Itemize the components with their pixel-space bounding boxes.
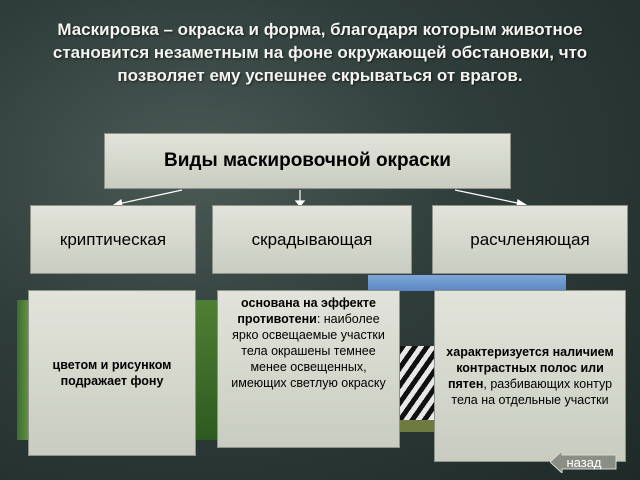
grass-photo bbox=[400, 420, 434, 432]
type-label-cryptic: криптическая bbox=[59, 229, 167, 249]
description-concealing-bold: основана на эффекте противотени bbox=[237, 296, 376, 326]
type-label-concealing: скрадывающая bbox=[251, 229, 373, 249]
camouflage-photo-middle bbox=[196, 300, 217, 440]
description-concealing-colon: : bbox=[316, 312, 321, 326]
description-cryptic bbox=[28, 290, 196, 456]
description-disruptive-bold: характеризуется наличием контрастных полос или пятен bbox=[446, 345, 614, 391]
description-concealing bbox=[217, 290, 400, 448]
description-cryptic-text: цветом и рисунком подражает фону bbox=[52, 358, 172, 388]
type-box-cryptic bbox=[30, 205, 196, 274]
description-disruptive-text: , разбивающих контур тела на отдельные участки bbox=[451, 377, 613, 407]
description-concealing-text: наиболее ярко освещаемые участки тела окрашены темнее менее освещенных, имеющих светлую окраску bbox=[231, 312, 386, 390]
type-label-disruptive: расчленяющая bbox=[470, 229, 590, 249]
main-heading-box bbox=[104, 133, 511, 189]
back-button-label: назад bbox=[566, 454, 602, 470]
back-button[interactable] bbox=[550, 451, 618, 473]
type-box-concealing bbox=[212, 205, 412, 274]
slide-title: Маскировка – окраска и форма, благодаря которым животное становится незаметным на фоне окружающей обстановки, что позволяет ему успешнее скрываться от врагов. bbox=[52, 20, 588, 85]
type-box-disruptive bbox=[432, 205, 628, 274]
sky-photo bbox=[368, 275, 566, 291]
zebra-photo bbox=[400, 346, 434, 426]
main-heading: Виды маскировочной окраски bbox=[164, 150, 451, 171]
description-disruptive bbox=[434, 290, 626, 462]
